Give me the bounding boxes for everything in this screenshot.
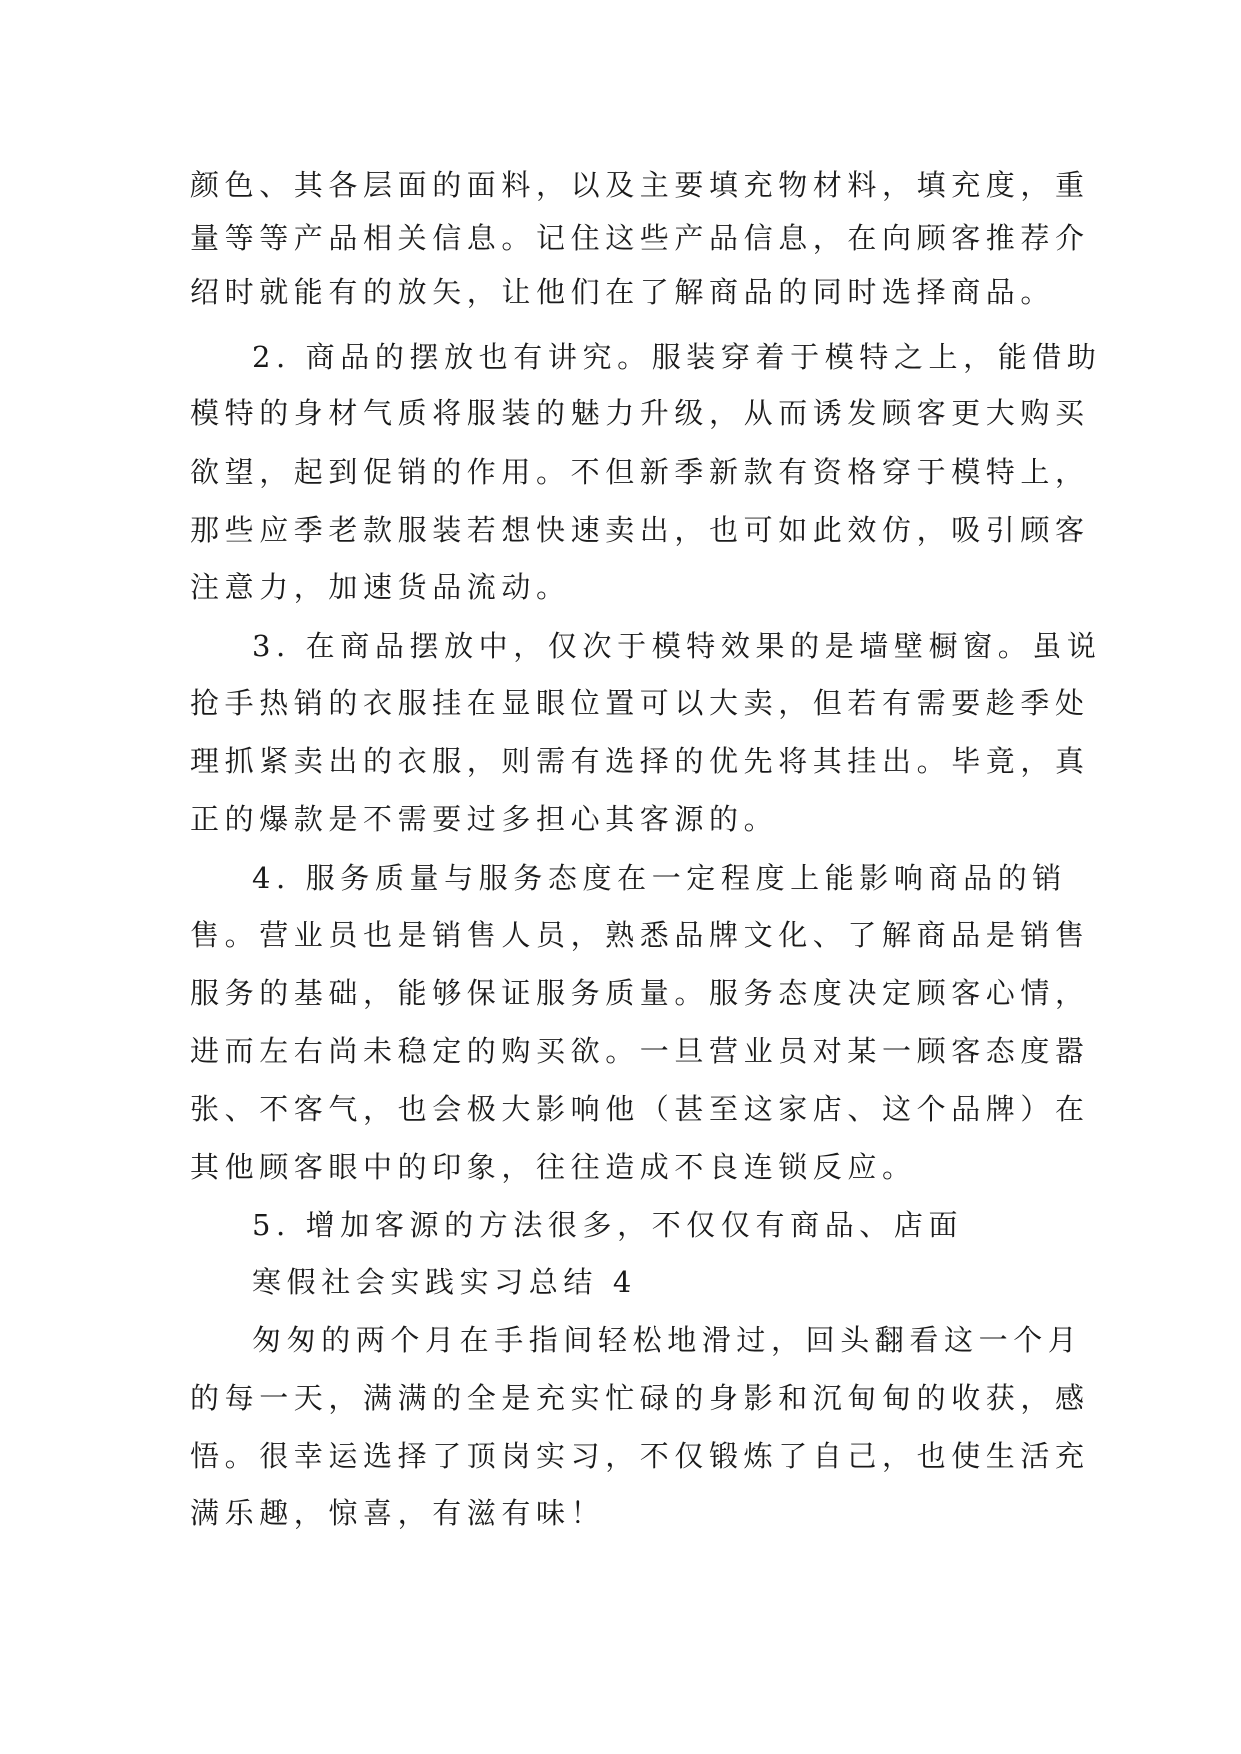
paragraph-line: 售。营业员也是销售人员，熟悉品牌文化、了解商品是销售 <box>190 918 1090 952</box>
paragraph-line: 服务的基础，能够保证服务质量。服务态度决定顾客心情， <box>190 976 1090 1010</box>
list-item-4-line: 4. 服务质量与服务态度在一定程度上能影响商品的销 <box>252 861 1067 895</box>
paragraph-line: 抢手热销的衣服挂在显眼位置可以大卖，但若有需要趁季处 <box>190 686 1090 720</box>
section-heading: 寒假社会实践实习总结 4 <box>252 1265 637 1299</box>
list-item-5-line: 5. 增加客源的方法很多，不仅仅有商品、店面 <box>252 1208 964 1242</box>
paragraph-line: 量等等产品相关信息。记住这些产品信息，在向顾客推荐介 <box>190 221 1090 255</box>
paragraph-line: 匆匆的两个月在手指间轻松地滑过，回头翻看这一个月 <box>252 1323 1083 1357</box>
paragraph-line: 悟。很幸运选择了顶岗实习，不仅锻炼了自己，也使生活充 <box>190 1439 1090 1473</box>
paragraph-line: 理抓紧卖出的衣服，则需有选择的优先将其挂出。毕竟，真 <box>190 744 1090 778</box>
paragraph-line: 颜色、其各层面的面料，以及主要填充物材料，填充度，重 <box>190 168 1090 202</box>
paragraph-line: 张、不客气，也会极大影响他（甚至这家店、这个品牌）在 <box>190 1092 1090 1126</box>
paragraph-line: 正的爆款是不需要过多担心其客源的。 <box>190 802 779 836</box>
list-item-3-line: 3. 在商品摆放中，仅次于模特效果的是墙壁橱窗。虽说 <box>252 629 1102 663</box>
paragraph-line: 绍时就能有的放矢，让他们在了解商品的同时选择商品。 <box>190 275 1056 309</box>
paragraph-line: 欲望，起到促销的作用。不但新季新款有资格穿于模特上， <box>190 455 1090 489</box>
paragraph-line: 满乐趣，惊喜，有滋有味！ <box>190 1496 606 1530</box>
paragraph-line: 的每一天，满满的全是充实忙碌的身影和沉甸甸的收获，感 <box>190 1381 1090 1415</box>
list-item-2-line: 2. 商品的摆放也有讲究。服装穿着于模特之上，能借助 <box>252 340 1102 374</box>
paragraph-line: 其他顾客眼中的印象，往往造成不良连锁反应。 <box>190 1150 917 1184</box>
paragraph-line: 进而左右尚未稳定的购买欲。一旦营业员对某一顾客态度嚣 <box>190 1034 1090 1068</box>
paragraph-line: 那些应季老款服装若想快速卖出，也可如此效仿，吸引顾客 <box>190 513 1090 547</box>
paragraph-line: 注意力，加速货品流动。 <box>190 570 571 604</box>
paragraph-line: 模特的身材气质将服装的魅力升级，从而诱发顾客更大购买 <box>190 396 1090 430</box>
